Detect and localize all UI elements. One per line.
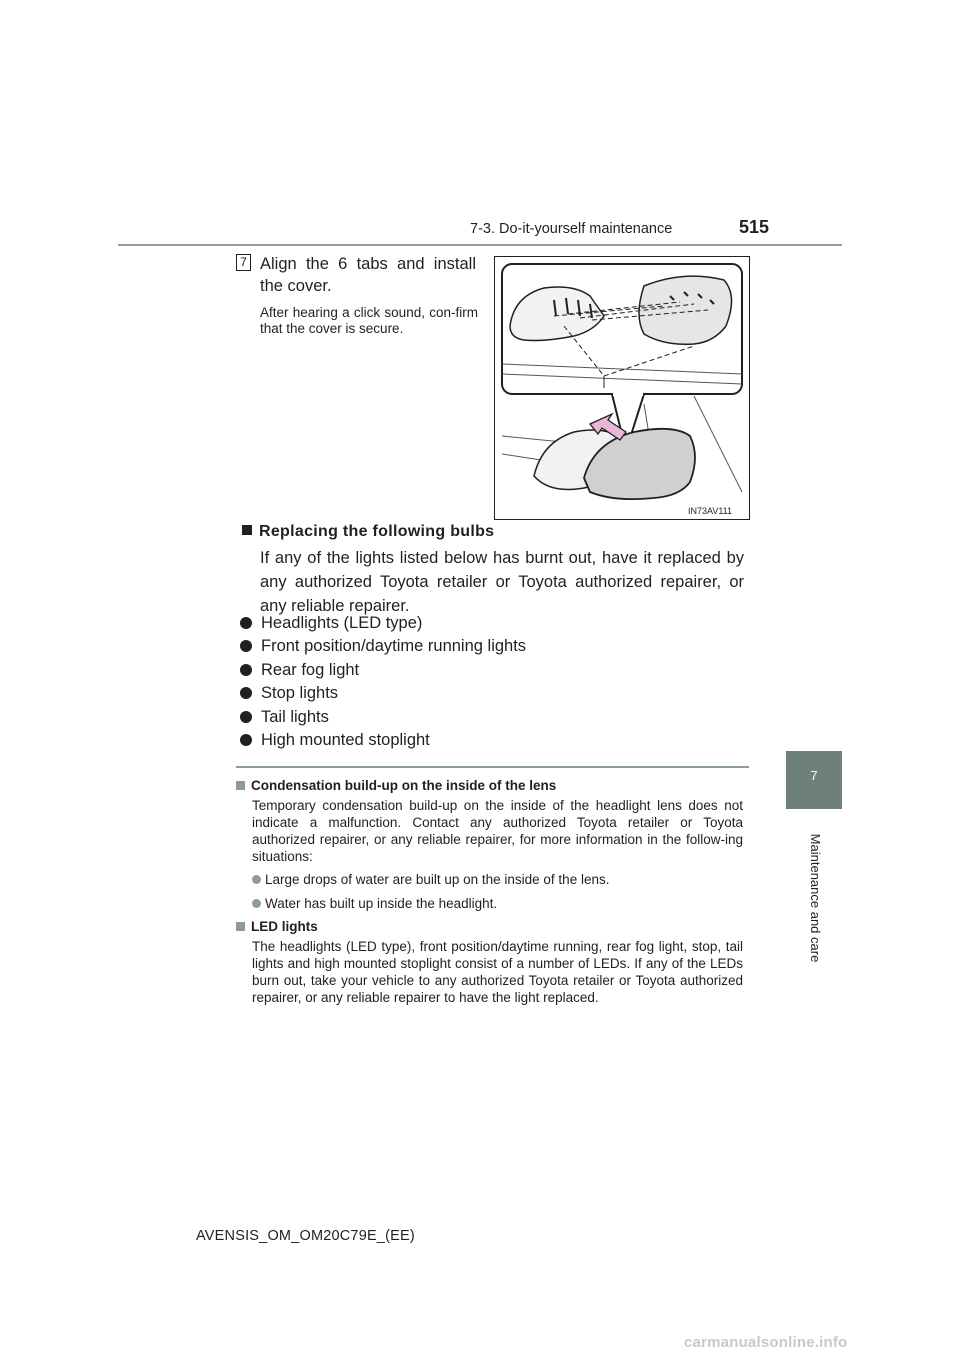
led-body: The headlights (LED type), front position/daytime running, rear fog light, stop, tail lights and high mounted stoplight consist of a number of LEDs. If any of the LEDs burn out, take your vehicle to any authorized Toyota retailer or Toyota authorized repairer, or any reliable repairer to have the light replaced.	[252, 939, 743, 1005]
led-heading: LED lights	[236, 919, 318, 934]
step-instruction: Align the 6 tabs and install the cover.	[260, 255, 476, 295]
replacing-heading	[242, 523, 494, 541]
note-square-icon	[236, 781, 245, 790]
condensation-bullet-1: Large drops of water are built up on the inside of the lens.	[252, 872, 609, 887]
header-divider	[118, 244, 842, 246]
running-header-section: 7-3. Do-it-yourself maintenance	[470, 221, 673, 237]
step-number-box: 7	[236, 254, 251, 271]
list-item: Tail lights	[240, 706, 740, 729]
heading-square-icon	[242, 525, 252, 535]
note-bullet-icon	[252, 875, 261, 884]
bullet-icon	[240, 711, 252, 723]
watermark: carmanualsonline.info	[684, 1334, 848, 1351]
bullet-icon	[240, 734, 252, 746]
chapter-tab-number: 7	[810, 768, 818, 783]
page-number: 515	[739, 217, 770, 237]
replacing-heading-text: Replacing the following bulbs	[259, 523, 495, 540]
condensation-heading: Condensation build-up on the inside of the lens	[236, 778, 556, 793]
document-id: AVENSIS_OM_OM20C79E_(EE)	[196, 1228, 415, 1244]
chapter-tab-title-wrap	[807, 833, 823, 963]
condensation-body: Temporary condensation build-up on the inside of the headlight lens does not indicate a malfunction. Contact any authorized Toyota retailer or Toyota authorized repairer, or any reliable repairer, for more information in the follow-ing situations:	[252, 798, 743, 864]
bullet-icon	[240, 617, 252, 629]
bullet-icon	[240, 664, 252, 676]
condensation-bullet-2: Water has built up inside the headlight.	[252, 896, 497, 911]
illustration-code: IN73AV111	[688, 506, 733, 516]
notes-divider	[236, 766, 749, 768]
list-item: Rear fog light	[240, 659, 740, 682]
list-item: Headlights (LED type)	[240, 612, 740, 635]
note-square-icon	[236, 922, 245, 931]
bullet-icon	[240, 687, 252, 699]
note-bullet-icon	[252, 899, 261, 908]
list-item: High mounted stoplight	[240, 729, 740, 752]
bulb-list	[240, 612, 740, 752]
chapter-tab-title: Maintenance and care	[808, 833, 823, 963]
step-note: After hearing a click sound, con-firm that the cover is secure.	[260, 305, 478, 336]
replacing-body: If any of the lights listed below has burnt out, have it replaced by any authorized Toyota retailer or Toyota authorized repairer, or any reliable repairer.	[260, 549, 744, 615]
list-item: Front position/daytime running lights	[240, 635, 740, 658]
list-item: Stop lights	[240, 682, 740, 705]
mirror-cover-illustration	[494, 256, 750, 520]
bullet-icon	[240, 640, 252, 652]
